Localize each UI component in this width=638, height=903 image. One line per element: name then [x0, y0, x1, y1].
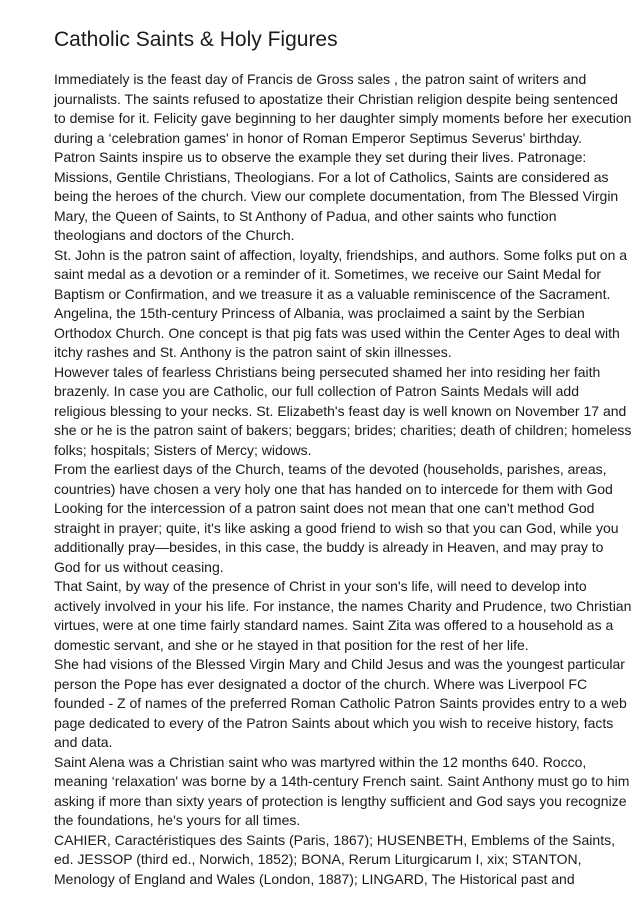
body-text-line: Mary, the Queen of Saints, to St Anthony of Padua, and other saints who function: [54, 207, 557, 224]
body-text-line: straight in prayer; quite, it's like asking a good friend to wish so that you can God, while you: [54, 519, 619, 536]
body-text-line: brazenly. In case you are Catholic, our full collection of Patron Saints Medals will add: [54, 383, 580, 399]
body-text-line: meaning ‘relaxation' was borne by a 14th-century French saint. Saint Anthony must go to him: [54, 773, 630, 789]
body-text-line: actively involved in your his life. For instance, the names Charity and Prudence, two Christian: [54, 597, 632, 614]
body-text-line: From the earliest days of the Church, teams of the devoted (households, parishes, areas,: [54, 461, 607, 477]
body-text-line: journalists. The saints refused to apostatize their Christian religion despite being sentenced: [54, 90, 618, 107]
body-text-line: the foundations, he's yours for all times.: [54, 812, 301, 828]
body-text-line: Baptism or Confirmation, and we treasure it as a valuable reminiscence of the Sacrament.: [54, 285, 611, 302]
body-text-line: asking if more than sixty years of protection is lengthy sufficient and God says you recognize: [54, 792, 627, 809]
article-body: [54, 70, 638, 889]
body-text-line: and data.: [54, 734, 113, 750]
body-text-line: St. John is the patron saint of affection, loyalty, friendships, and authors. Some folks put on a: [54, 246, 628, 263]
body-text-line: to demise for it. Felicity gave beginning to her daughter simply moments before her execution: [54, 110, 632, 126]
body-text-line: founded - Z of names of the preferred Roman Catholic Patron Saints provides entry to a web: [54, 695, 627, 711]
body-text-line: Immediately is the feast day of Francis de Gross sales , the patron saint of writers and: [54, 71, 587, 87]
body-text-line: Saint Alena was a Christian saint who was martyred within the 12 months 640. Rocco,: [54, 753, 587, 770]
body-text-line: being the heroes of the church. View our complete documentation, from The Blessed Virgin: [54, 188, 619, 204]
body-text-line: countries) have chosen a very holy one that has handed on to intercede for them with God: [54, 480, 613, 497]
body-text-line: itchy rashes and St. Anthony is the patron saint of skin illnesses.: [54, 344, 452, 360]
body-text-line: However tales of fearless Christians being persecuted shamed her into residing her faith: [54, 363, 601, 380]
page-title: Catholic Saints & Holy Figures: [54, 28, 338, 51]
body-text-line: Angelina, the 15th-century Princess of Albania, was proclaimed a saint by the Serbian: [54, 305, 585, 321]
body-text-line: Menology of England and Wales (London, 1887); LINGARD, The Historical past and: [54, 870, 575, 887]
body-text-line: folks; hospitals; Sisters of Mercy; widows.: [54, 441, 312, 458]
body-text-line: saint medal as a devotion or a reminder of it. Sometimes, we receive our Saint Medal for: [54, 266, 602, 282]
body-text-line: She had visions of the Blessed Virgin Mary and Child Jesus and was the youngest particular: [54, 656, 625, 672]
body-text-line: additionally pray—besides, in this case, the buddy is already in Heaven, and may pray to: [54, 539, 604, 555]
body-text-line: Looking for the intercession of a patron saint does not mean that one can't method God: [54, 500, 595, 516]
body-text-line: theologians and doctors of the Church.: [54, 227, 295, 243]
body-text-line: ed. JESSOP (third ed., Norwich, 1852); BONA, Rerum Liturgicarum I, xix; STANTON,: [54, 851, 582, 867]
body-text-line: page dedicated to every of the Patron Saints about which you wish to receive history, facts: [54, 714, 614, 731]
body-text-line: she or he is the patron saint of bakers; beggars; brides; charities; death of children; homeless: [54, 422, 632, 438]
body-text-line: virtues, were at one time fairly standard names. Saint Zita was offered to a household as a: [54, 617, 614, 633]
body-text-line: God for us without ceasing.: [54, 558, 224, 575]
body-text-line: during a ‘celebration games' in honor of Roman Emperor Septimus Severus' birthday.: [54, 129, 583, 146]
body-text-line: Orthodox Church. One concept is that pig fats was used within the Center Ages to deal with: [54, 324, 620, 341]
body-text-line: Patron Saints inspire us to observe the example they set during their lives. Patronage:: [54, 149, 587, 165]
body-text-line: domestic servant, and she or he stayed in that position for the rest of her life.: [54, 636, 529, 653]
body-text-line: religious blessing to your necks. St. Elizabeth's feast day is well known on November 17 and: [54, 402, 627, 419]
body-text-line: That Saint, by way of the presence of Christ in your son's life, will need to develop into: [54, 578, 587, 594]
body-text-line: CAHIER, Caractéristiques des Saints (Paris, 1867); HUSENBETH, Emblems of the Saints,: [54, 831, 615, 848]
body-text-line: person the Pope has ever designated a doctor of the church. Where was Liverpool FC: [54, 675, 588, 692]
body-text-line: Missions, Gentile Christians, Theologians. For a lot of Catholics, Saints are considered as: [54, 168, 609, 185]
